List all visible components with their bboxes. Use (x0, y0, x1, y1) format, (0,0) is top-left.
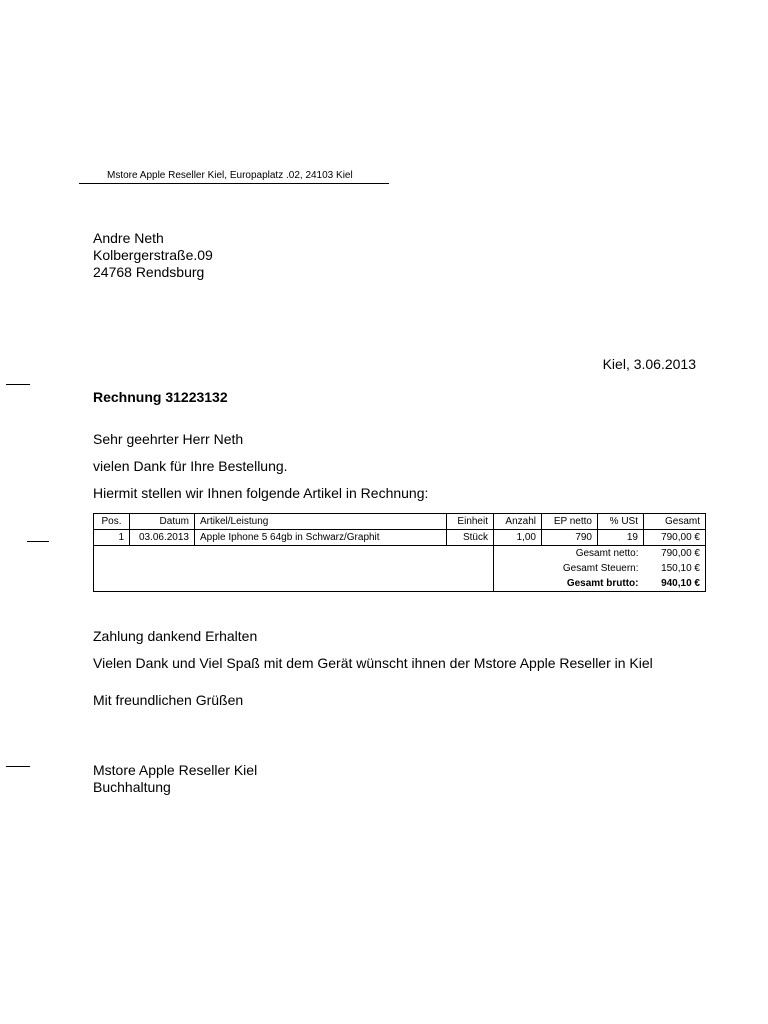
header-pos: Pos. (94, 514, 130, 530)
total-brutto-label: Gesamt brutto: (494, 576, 644, 592)
cell-anzahl: 1,00 (494, 530, 542, 546)
salutation: Sehr geehrter Herr Neth (93, 431, 244, 447)
header-artikel: Artikel/Leistung (195, 514, 447, 530)
cell-einheit: Stück (447, 530, 494, 546)
header-datum: Datum (130, 514, 195, 530)
total-netto-label: Gesamt netto: (494, 546, 644, 562)
recipient-street: Kolbergerstraße.09 (93, 247, 213, 263)
table-header-row (94, 514, 706, 530)
recipient-address (93, 230, 213, 281)
cell-gesamt: 790,00 € (644, 530, 706, 546)
signature-department: Buchhaltung (93, 779, 171, 795)
intro-thanks: vielen Dank für Ihre Bestellung. (93, 458, 288, 474)
header-einheit: Einheit (447, 514, 494, 530)
totals-empty-area (94, 546, 494, 592)
punch-mark (27, 541, 49, 542)
total-steuern-value: 150,10 € (644, 561, 706, 576)
intro-invoice: Hiermit stellen wir Ihnen folgende Artikel in Rechnung: (93, 485, 429, 501)
header-ep-netto: EP netto (542, 514, 598, 530)
cell-datum: 03.06.2013 (130, 530, 195, 546)
total-steuern-label: Gesamt Steuern: (494, 561, 644, 576)
cell-ep-netto: 790 (542, 530, 598, 546)
sender-underline (79, 183, 389, 184)
total-netto-value: 790,00 € (644, 546, 706, 562)
payment-note: Zahlung dankend Erhalten (93, 628, 258, 644)
cell-ust: 19 (598, 530, 644, 546)
fold-mark-top (6, 384, 30, 385)
cell-artikel: Apple Iphone 5 64gb in Schwarz/Graphit (195, 530, 447, 546)
invoice-table (93, 513, 706, 592)
fold-mark-bottom (6, 766, 30, 767)
place-date: Kiel, 3.06.2013 (602, 356, 696, 372)
header-ust: % USt (598, 514, 644, 530)
header-gesamt: Gesamt (644, 514, 706, 530)
cell-pos: 1 (94, 530, 130, 546)
sender-address-line: Mstore Apple Reseller Kiel, Europaplatz .02, 24103 Kiel (107, 170, 353, 181)
recipient-name: Andre Neth (93, 230, 164, 246)
invoice-subject: Rechnung 31223132 (93, 389, 228, 405)
signature-company: Mstore Apple Reseller Kiel (93, 762, 258, 778)
total-brutto-value: 940,10 € (644, 576, 706, 592)
totals-row-netto (94, 546, 706, 562)
closing-greeting: Mit freundlichen Grüßen (93, 692, 244, 708)
thanks-text: Vielen Dank und Viel Spaß mit dem Gerät wünscht ihnen der Mstore Apple Reseller in Kiel (93, 655, 653, 671)
table-row (94, 530, 706, 546)
header-anzahl: Anzahl (494, 514, 542, 530)
recipient-city: 24768 Rendsburg (93, 264, 205, 280)
